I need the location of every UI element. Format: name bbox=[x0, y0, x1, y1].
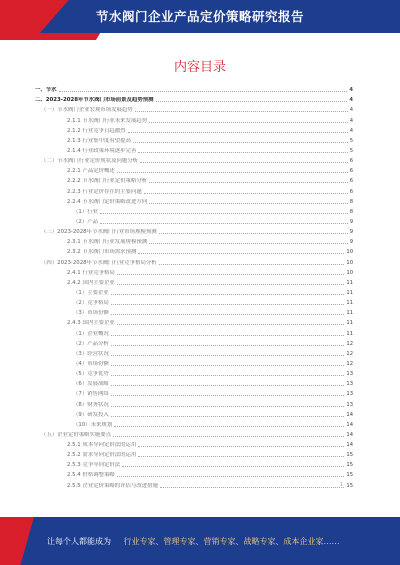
toc-entry[interactable] bbox=[35, 135, 353, 145]
toc-leader-dots bbox=[117, 324, 345, 325]
toc-entry[interactable] bbox=[35, 388, 353, 398]
toc-leader-dots bbox=[149, 243, 348, 244]
toc-entry-page: 6 bbox=[349, 168, 353, 175]
toc-entry-page: 10 bbox=[346, 259, 353, 266]
toc-leader-dots bbox=[111, 355, 345, 356]
toc-entry-label: 2.1.3 行业集中度有望提高 bbox=[67, 137, 131, 144]
toc-entry-label: （三）2023-2028年节水阀门行业市场规模预测 bbox=[41, 229, 157, 236]
toc-entry-label: 2.1.1 节水阀门行业未来发展趋势 bbox=[67, 117, 148, 124]
toc-leader-dots bbox=[144, 193, 348, 194]
toc-entry[interactable] bbox=[35, 267, 353, 277]
toc-leader-dots bbox=[111, 385, 345, 386]
toc-leader-dots bbox=[156, 101, 348, 102]
toc-leader-dots bbox=[160, 487, 344, 488]
toc-entry[interactable] bbox=[35, 165, 353, 175]
toc-entry-page: 4 bbox=[349, 117, 353, 124]
toc-entry[interactable] bbox=[35, 206, 353, 216]
toc-entry-page: 10 bbox=[346, 269, 353, 276]
toc-leader-dots bbox=[117, 274, 345, 275]
toc-entry[interactable] bbox=[35, 419, 353, 429]
toc-entry-page: 8 bbox=[349, 198, 353, 205]
toc-entry-page: 5 bbox=[349, 137, 353, 144]
toc-entry-page: 10 bbox=[346, 249, 353, 256]
footer-slogan-roles: 行业专家、管理专家、营销专家、战略专家、成本企业家…… bbox=[123, 537, 340, 546]
toc-entry[interactable] bbox=[35, 104, 353, 114]
toc-entry-page: 6 bbox=[349, 158, 353, 165]
toc-entry[interactable] bbox=[35, 338, 353, 348]
toc-entry[interactable] bbox=[35, 125, 353, 135]
toc-entry[interactable] bbox=[35, 317, 353, 327]
toc-leader-dots bbox=[128, 132, 348, 133]
header-banner bbox=[0, 0, 400, 40]
toc-entry-page: 9 bbox=[349, 239, 353, 246]
toc-entry-label: （2）竞争格局 bbox=[73, 300, 109, 307]
toc-entry-label: （四）2023-2028年节水阀门行业竞争格局分析 bbox=[41, 259, 157, 266]
toc-entry-label: 2.2.1 产品定价概述 bbox=[67, 168, 115, 175]
toc-leader-dots bbox=[135, 111, 348, 112]
toc-entry[interactable] bbox=[35, 175, 353, 185]
toc-entry[interactable] bbox=[35, 409, 353, 419]
toc-entry-label: （2）产品分析 bbox=[73, 340, 109, 347]
toc-leader-dots bbox=[111, 395, 345, 396]
toc-entry-label: （1）主要企业 bbox=[73, 289, 109, 296]
toc-entry[interactable] bbox=[35, 327, 353, 337]
toc-entry-label: 2.5.5 企业定价策略的评估与改进措施 bbox=[67, 482, 158, 489]
toc-leader-dots bbox=[111, 294, 345, 295]
toc-entry-page: 14 bbox=[346, 421, 353, 428]
toc-entry-page: 15 bbox=[346, 472, 353, 479]
toc-entry-label: 2.5.3 竞争导向定价法 bbox=[67, 462, 121, 469]
table-of-contents bbox=[35, 84, 353, 490]
toc-entry[interactable] bbox=[35, 459, 353, 469]
toc-entry[interactable] bbox=[35, 94, 353, 104]
toc-leader-dots bbox=[138, 456, 344, 457]
toc-leader-dots bbox=[117, 172, 348, 173]
toc-leader-dots bbox=[59, 91, 348, 92]
toc-entry-label: （五）企业定价策略实施要点 bbox=[41, 431, 112, 438]
toc-entry[interactable] bbox=[35, 297, 353, 307]
toc-entry-label: 2.3.1 节水阀门行业发展规模预测 bbox=[67, 239, 148, 246]
toc-leader-dots bbox=[138, 446, 344, 447]
toc-entry-page: 11 bbox=[346, 300, 353, 307]
toc-entry-label: 2.1.4 行业政策环境逐步完善 bbox=[67, 147, 137, 154]
toc-entry-label: 2.4.3 国内主要企业 bbox=[67, 320, 115, 327]
toc-leader-dots bbox=[149, 122, 348, 123]
footer-slogan-prefix: 让每个人都能成为 bbox=[47, 537, 111, 546]
footer-banner bbox=[0, 517, 400, 565]
toc-leader-dots bbox=[111, 304, 345, 305]
toc-leader-dots bbox=[140, 162, 348, 163]
toc-entry-label: 2.5.2 需求导向定价法的运用 bbox=[67, 452, 137, 459]
toc-entry-label: 2.1.2 行业竞争日趋激烈 bbox=[67, 127, 126, 134]
toc-entry[interactable] bbox=[35, 114, 353, 124]
toc-entry-page: 13 bbox=[346, 401, 353, 408]
toc-leader-dots bbox=[117, 476, 345, 477]
toc-entry-page: 4 bbox=[349, 97, 353, 104]
toc-leader-dots bbox=[149, 182, 348, 183]
toc-entry-page: 13 bbox=[346, 381, 353, 388]
toc-entry-page: 8 bbox=[349, 208, 353, 215]
toc-entry-label: （6）发展战略 bbox=[73, 381, 109, 388]
toc-entry-page: 9 bbox=[349, 218, 353, 225]
toc-entry[interactable] bbox=[35, 196, 353, 206]
toc-entry[interactable] bbox=[35, 429, 353, 439]
toc-entry[interactable] bbox=[35, 439, 353, 449]
toc-leader-dots bbox=[100, 223, 348, 224]
toc-entry-page: 11 bbox=[346, 320, 353, 327]
toc-entry-label: 一、节水 bbox=[35, 87, 57, 94]
toc-entry-label: （1）企业概况 bbox=[73, 330, 109, 337]
toc-leader-dots bbox=[111, 365, 345, 366]
toc-entry-page: 13 bbox=[346, 391, 353, 398]
toc-entry-page: 9 bbox=[349, 229, 353, 236]
toc-leader-dots bbox=[149, 203, 348, 204]
toc-entry-page: 12 bbox=[346, 350, 353, 357]
toc-entry-page: 14 bbox=[346, 411, 353, 418]
toc-entry-page: 11 bbox=[346, 310, 353, 317]
toc-entry[interactable] bbox=[35, 216, 353, 226]
toc-entry-page: 4 bbox=[349, 87, 353, 94]
report-title: 节水阀门企业产品定价策略研究报告 bbox=[95, 9, 304, 24]
toc-entry[interactable] bbox=[35, 449, 353, 459]
toc-entry-page: 11 bbox=[346, 330, 353, 337]
toc-entry-label: （2）产品 bbox=[73, 218, 98, 225]
toc-entry-label: （1）行业 bbox=[73, 208, 98, 215]
toc-entry-page: 11 bbox=[346, 279, 353, 286]
toc-leader-dots bbox=[117, 284, 345, 285]
toc-leader-dots bbox=[122, 466, 344, 467]
toc-entry[interactable] bbox=[35, 348, 353, 358]
toc-entry-label: （7）销售网络 bbox=[73, 391, 109, 398]
toc-leader-dots bbox=[138, 253, 344, 254]
toc-leader-dots bbox=[111, 345, 345, 346]
toc-entry-label: 2.4.1 行业竞争格局 bbox=[67, 269, 115, 276]
toc-entry-label: （二）节水阀门行业定价现状及问题分析 bbox=[41, 158, 139, 165]
toc-entry-page: 11 bbox=[346, 289, 353, 296]
toc-entry-label: （5）竞争优势 bbox=[73, 371, 109, 378]
toc-entry-page: 12 bbox=[346, 360, 353, 367]
toc-entry-label: 2.2.3 行业定价存在的主要问题 bbox=[67, 188, 142, 195]
toc-leader-dots bbox=[111, 406, 345, 407]
toc-leader-dots bbox=[111, 335, 345, 336]
page-number: 1 bbox=[340, 483, 343, 488]
toc-leader-dots bbox=[111, 375, 345, 376]
toc-entry[interactable] bbox=[35, 226, 353, 236]
toc-entry-label: 2.2.4 节水阀门定价策略改进方向 bbox=[67, 198, 148, 205]
toc-entry[interactable] bbox=[35, 358, 353, 368]
toc-leader-dots bbox=[113, 436, 344, 437]
toc-entry-label: （4）市场份额 bbox=[73, 360, 109, 367]
toc-entry-label: （一）节水阀门企业宏观市场发展趋势 bbox=[41, 107, 133, 114]
toc-leader-dots bbox=[111, 416, 345, 417]
toc-entry-page: 4 bbox=[349, 127, 353, 134]
toc-leader-dots bbox=[114, 426, 344, 427]
toc-entry-label: （10）未来规划 bbox=[73, 421, 113, 428]
toc-entry-page: 4 bbox=[349, 107, 353, 114]
footer-slogan bbox=[47, 536, 340, 547]
toc-entry-label: 2.5.4 价格调整策略 bbox=[67, 472, 115, 479]
toc-entry-label: 二、2023-2028年节水阀门市场前景及趋势预测 bbox=[35, 97, 154, 104]
toc-entry[interactable] bbox=[35, 469, 353, 479]
toc-leader-dots bbox=[100, 213, 348, 214]
footer-red-accent bbox=[0, 517, 34, 565]
toc-entry[interactable] bbox=[35, 277, 353, 287]
toc-entry-page: 13 bbox=[346, 371, 353, 378]
toc-entry[interactable] bbox=[35, 246, 353, 256]
toc-entry[interactable] bbox=[35, 378, 353, 388]
toc-entry[interactable] bbox=[35, 287, 353, 297]
toc-entry[interactable] bbox=[35, 84, 353, 94]
toc-entry-label: 2.5.1 成本导向定价法的运用 bbox=[67, 442, 137, 449]
toc-entry[interactable] bbox=[35, 398, 353, 408]
toc-leader-dots bbox=[159, 264, 345, 265]
toc-leader-dots bbox=[133, 142, 348, 143]
toc-entry-label: （8）财务状况 bbox=[73, 401, 109, 408]
toc-entry[interactable] bbox=[35, 236, 353, 246]
toc-entry-label: （3）经营状况 bbox=[73, 350, 109, 357]
toc-entry-label: （3）市场份额 bbox=[73, 310, 109, 317]
toc-entry-page: 15 bbox=[346, 482, 353, 489]
toc-entry-page: 12 bbox=[346, 340, 353, 347]
toc-entry-page: 6 bbox=[349, 188, 353, 195]
toc-entry[interactable] bbox=[35, 145, 353, 155]
toc-entry[interactable] bbox=[35, 307, 353, 317]
toc-entry-label: 2.3.2 节水阀门市场需求预测 bbox=[67, 249, 137, 256]
toc-entry-page: 14 bbox=[346, 431, 353, 438]
toc-entry[interactable] bbox=[35, 185, 353, 195]
toc-entry[interactable] bbox=[35, 368, 353, 378]
toc-entry[interactable] bbox=[35, 256, 353, 266]
toc-heading: 内容目录 bbox=[173, 60, 226, 75]
toc-entry-label: （9）研发投入 bbox=[73, 411, 109, 418]
toc-entry-label: 2.4.2 国内主要企业 bbox=[67, 279, 115, 286]
toc-entry-page: 6 bbox=[349, 178, 353, 185]
toc-entry-page: 15 bbox=[346, 462, 353, 469]
toc-entry[interactable] bbox=[35, 479, 353, 489]
toc-entry-page: 15 bbox=[346, 452, 353, 459]
toc-leader-dots bbox=[138, 152, 347, 153]
toc-entry-page: 14 bbox=[346, 442, 353, 449]
toc-entry-label: 2.2.2 节水阀门行业定价策略分析 bbox=[67, 178, 148, 185]
toc-entry[interactable] bbox=[35, 155, 353, 165]
toc-leader-dots bbox=[159, 233, 348, 234]
toc-leader-dots bbox=[111, 314, 345, 315]
toc-entry-page: 5 bbox=[349, 147, 353, 154]
